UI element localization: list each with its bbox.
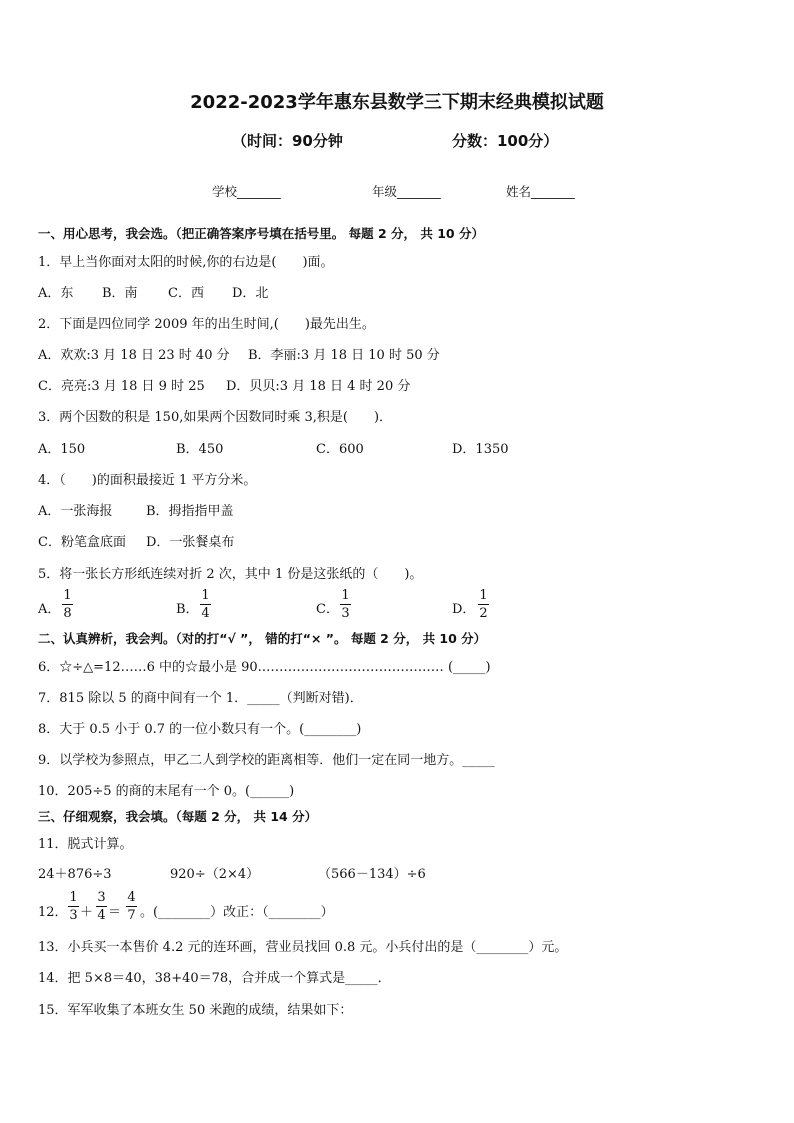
fraction-bar — [68, 906, 79, 907]
fraction-denominator: 2 — [479, 606, 488, 621]
question-14: 14．把 5×8＝40，38+40＝78，合并成一个算式是_____． — [38, 971, 391, 986]
q12-label: 12． — [38, 905, 68, 920]
fraction-bar — [478, 604, 489, 605]
fraction-bar — [340, 604, 351, 605]
q5-option-d-fraction — [478, 588, 489, 621]
q12-equals-sign: ＝ — [108, 905, 122, 920]
fraction-numerator: 1 — [479, 588, 488, 603]
q5-option-b-fraction — [200, 588, 211, 621]
q4-option-b: B．拇指指甲盖 — [146, 504, 234, 519]
question-1: 1．早上当你面对太阳的时候,你的右边是( )面。 — [38, 255, 334, 270]
q4-option-c: C．粉笔盒底面 — [38, 535, 126, 550]
q1-option-b: B．南 — [102, 286, 138, 301]
q2-option-d: D．贝贝:3 月 18 日 4 时 20 分 — [226, 379, 411, 394]
question-4: 4．（ )的面积最接近 1 平方分米。 — [38, 473, 257, 488]
question-8: 8．大于 0.5 小于 0.7 的一位小数只有一个。(________) — [38, 722, 362, 737]
fraction-bar — [96, 906, 107, 907]
school-field[interactable]: 学校_______ — [212, 184, 281, 199]
fraction-denominator: 8 — [63, 606, 72, 621]
q3-option-b: B．450 — [176, 442, 224, 457]
q5-option-a-fraction — [62, 588, 73, 621]
q5-option-a-letter: A． — [38, 602, 61, 617]
question-7: 7．815 除以 5 的商中间有一个 1．_____（判断对错)． — [38, 691, 363, 706]
q11-expression-2: 920÷（2×4） — [170, 867, 260, 882]
question-10: 10．205÷5 的商的末尾有一个 0。(______) — [38, 784, 295, 799]
fraction-numerator: 1 — [63, 588, 72, 603]
q5-option-c-letter: C． — [316, 602, 339, 617]
exam-score: 分数：100分） — [452, 132, 559, 150]
fraction-numerator: 1 — [69, 890, 78, 905]
q3-option-d: D．1350 — [452, 442, 509, 457]
exam-title: 2022-2023学年惠东县数学三下期末经典模拟试题 — [190, 92, 604, 113]
q3-option-a: A．150 — [38, 442, 86, 457]
q2-option-c: C．亮亮:3 月 18 日 9 时 25 — [38, 379, 205, 394]
q12-fraction-3 — [126, 890, 137, 923]
question-9: 9．以学校为参照点，甲乙二人到学校的距离相等．他们一定在同一地方。_____ — [38, 753, 495, 768]
fraction-numerator: 1 — [341, 588, 350, 603]
q12-fraction-1 — [68, 890, 79, 923]
section-1-heading: 一、用心思考，我会选。（把正确答案序号填在括号里。 每题 2 分， 共 10 分） — [38, 226, 484, 241]
q11-expression-3: （566－134）÷6 — [318, 867, 426, 882]
section-2-heading: 二、认真辨析，我会判。（对的打“√ ”， 错的打“× ”。 每题 2 分， 共 10 分） — [38, 631, 487, 646]
q4-option-d: D．一张餐桌布 — [146, 535, 235, 550]
fraction-bar — [62, 604, 73, 605]
q12-answer-area[interactable]: 。(________）改正：（________） — [140, 905, 334, 920]
q1-option-a: A．东 — [38, 286, 74, 301]
q1-option-d: D．北 — [232, 286, 269, 301]
question-2: 2．下面是四位同学 2009 年的出生时间,( )最先出生。 — [38, 317, 375, 332]
q12-fraction-2 — [96, 890, 107, 923]
fraction-numerator: 3 — [97, 890, 106, 905]
q2-option-a: A．欢欢:3 月 18 日 23 时 40 分 — [38, 348, 230, 363]
q5-option-b-letter: B． — [176, 602, 199, 617]
question-3: 3．两个因数的积是 150,如果两个因数同时乘 3,积是( )． — [38, 410, 393, 425]
fraction-denominator: 7 — [127, 908, 136, 923]
q5-option-c-fraction — [340, 588, 351, 621]
fraction-bar — [200, 604, 211, 605]
name-field[interactable]: 姓名_______ — [506, 184, 575, 199]
fraction-bar — [126, 906, 137, 907]
question-11: 11．脱式计算。 — [38, 837, 133, 852]
q3-option-c: C．600 — [316, 442, 364, 457]
exam-time: （时间：90分钟 — [232, 132, 343, 150]
fraction-denominator: 4 — [97, 908, 106, 923]
q12-plus-sign: ＋ — [80, 905, 94, 920]
question-15: 15．军军收集了本班女生 50 米跑的成绩，结果如下： — [38, 1003, 353, 1018]
question-5: 5．将一张长方形纸连续对折 2 次，其中 1 份是这张纸的（ )。 — [38, 567, 423, 582]
grade-field[interactable]: 年级_______ — [372, 184, 441, 199]
fraction-numerator: 1 — [201, 588, 210, 603]
fraction-denominator: 4 — [201, 606, 210, 621]
fraction-denominator: 3 — [69, 908, 78, 923]
q1-option-c: C．西 — [168, 286, 204, 301]
question-6: 6．☆÷△=12……6 中的☆最小是 90.…………………………………… (_____) — [38, 660, 491, 675]
q5-option-d-letter: D． — [452, 602, 476, 617]
q11-expression-1: 24＋876÷3 — [38, 867, 112, 882]
q2-option-b: B．李丽:3 月 18 日 10 时 50 分 — [248, 348, 440, 363]
fraction-denominator: 3 — [341, 606, 350, 621]
section-3-heading: 三、仔细观察，我会填。（每题 2 分， 共 14 分） — [38, 809, 318, 824]
fraction-numerator: 4 — [127, 890, 136, 905]
q4-option-a: A．一张海报 — [38, 504, 113, 519]
question-13: 13．小兵买一本售价 4.2 元的连环画，营业员找回 0.8 元。小兵付出的是（________）元。 — [38, 940, 568, 955]
